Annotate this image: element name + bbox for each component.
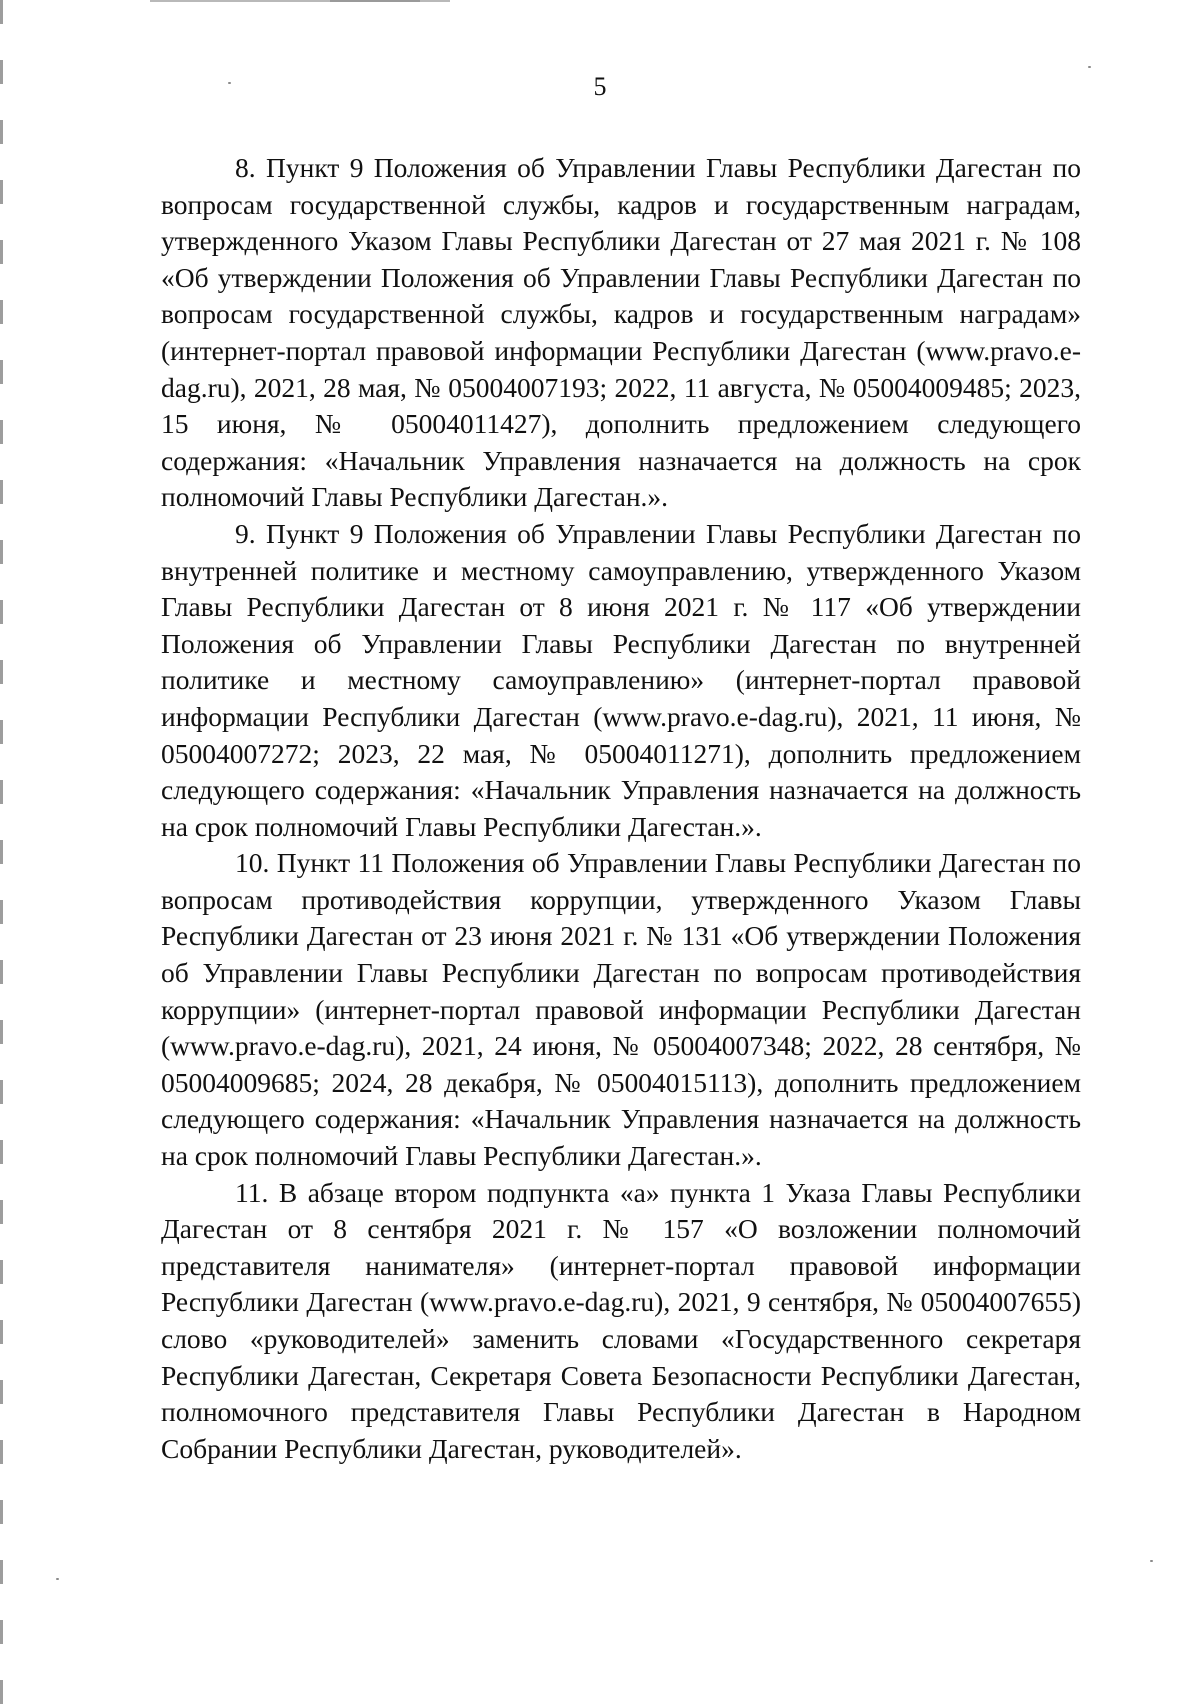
scan-edge-mark [330,0,420,2]
scan-edge-mark [0,0,3,1704]
paragraph-item-10: 10. Пункт 11 Положения об Управлении Главы Республики Дагестан по вопросам противодействия коррупции, утвержденного Указом Главы Республики Дагестан от 23 июня 2021 г. № 131 «Об утверждении Положения об Управлении Главы Республики Дагестан по вопросам противодействия коррупции» (интернет-портал правовой информации Республики Дагестан (www.pravo.e-dag.ru), 2021, 24 июня, № 05004007348; 2022, 28 сентября, № 05004009685; 2024, 28 декабря, № 05004015113), дополнить предложением следующего содержания: «Начальник Управления назначается на должность на срок полномочий Главы Республики Дагестан.». [161,847,1081,1172]
page-number: 5 [593,72,607,101]
scan-speck [1088,66,1091,68]
scan-speck [1150,1560,1153,1562]
document-body [161,150,1081,1467]
paragraph-item-8: 8. Пункт 9 Положения об Управлении Главы Республики Дагестан по вопросам государственной службы, кадров и государственным наградам, утвержденного Указом Главы Республики Дагестан от 27 мая 2021 г. № 108 «Об утверждении Положения об Управлении Главы Республики Дагестан по вопросам государственной службы, кадров и государственным наградам» (интернет-портал правовой информации Республики Дагестан (www.pravo.e-dag.ru), 2021, 28 мая, № 05004007193; 2022, 11 августа, № 05004009485; 2023, 15 июня, № 05004011427), дополнить предложением следующего содержания: «Начальник Управления назначается на должность на срок полномочий Главы Республики Дагестан.». [161,152,1081,513]
scan-speck [56,1578,59,1580]
paragraph-item-11: 11. В абзаце втором подпункта «а» пункта 1 Указа Главы Республики Дагестан от 8 сентября 2021 г. № 157 «О возложении полномочий представителя нанимателя» (интернет-портал правовой информации Республики Дагестан (www.pravo.e-dag.ru), 2021, 9 сентября, № 05004007655) слово «руководителей» заменить словами «Государственного секретаря Республики Дагестан, Секретаря Совета Безопасности Республики Дагестан, полномочного представителя Главы Республики Дагестан в Народном Собрании Республики Дагестан, руководителей». [161,1176,1081,1464]
paragraph-item-9: 9. Пункт 9 Положения об Управлении Главы Республики Дагестан по внутренней политике и местному самоуправлению, утвержденного Указом Главы Республики Дагестан от 8 июня 2021 г. № 117 «Об утверждении Положения об Управлении Главы Республики Дагестан по внутренней политике и местному самоуправлению» (интернет-портал правовой информации Республики Дагестан (www.pravo.e-dag.ru), 2021, 11 июня, № 05004007272; 2023, 22 мая, № 05004011271), дополнить предложением следующего содержания: «Начальник Управления назначается на должность на срок полномочий Главы Республики Дагестан.». [161,517,1081,842]
